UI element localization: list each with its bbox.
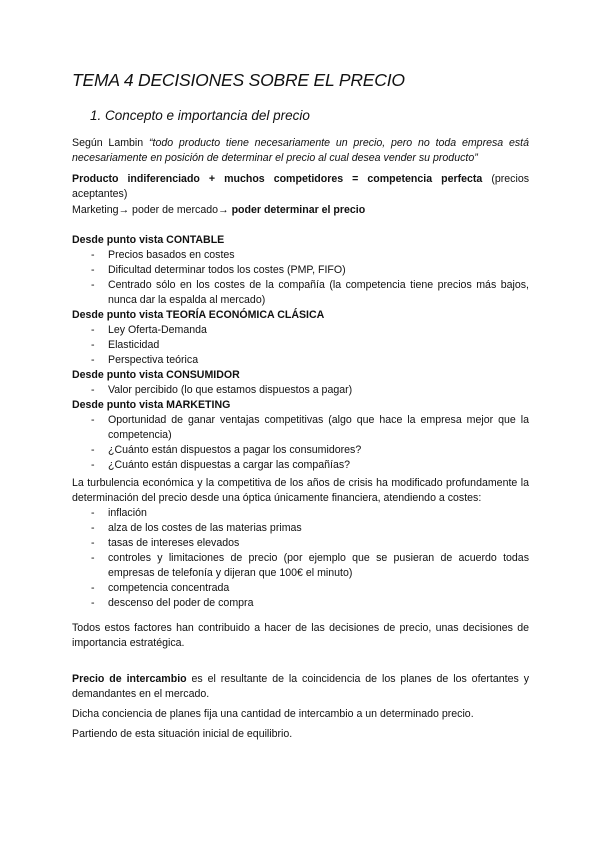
group-list <box>72 383 529 398</box>
intro-paragraph <box>72 136 529 166</box>
viewpoints-section <box>72 233 529 473</box>
list-item: - Precios basados en costes <box>72 248 529 263</box>
list-item: - ¿Cuánto están dispuestas a cargar las compañías? <box>72 458 529 473</box>
list-item: - Valor percibido (lo que estamos dispuestos a pagar) <box>72 383 529 398</box>
factors-list <box>72 506 529 611</box>
intercambio-bold: Precio de intercambio <box>72 673 187 685</box>
group-heading: Desde punto vista MARKETING <box>72 399 231 411</box>
list-item: - descenso del poder de compra <box>72 596 529 611</box>
group-list <box>72 248 529 308</box>
list-item: - controles y limitaciones de precio (por ejemplo que se pusieran de acuerdo todas empresas de telefonía y dijeran que 100€ el minuto) <box>72 551 529 581</box>
content-block-3 <box>72 672 529 742</box>
list-item: - ¿Cuánto están dispuestos a pagar los consumidores? <box>72 443 529 458</box>
marketing-normal: Marketing→ poder de mercado→ <box>72 204 232 216</box>
equilibrio-paragraph: Partiendo de esta situación inicial de equilibrio. <box>72 728 293 740</box>
content-block-2 <box>72 476 529 651</box>
list-item: - Centrado sólo en los costes de la compañía (la competencia tiene precios más bajos, nunca dar la espalda al mercado) <box>72 278 529 308</box>
list-item: - alza de los costes de las materias primas <box>72 521 529 536</box>
competencia-rest: (precios aceptantes) <box>72 173 530 200</box>
marketing-bold: poder determinar el precio <box>231 204 366 216</box>
list-item: - Elasticidad <box>72 338 529 353</box>
competencia-paragraph <box>72 172 529 202</box>
group-list <box>72 323 529 368</box>
content-block-1 <box>72 136 529 473</box>
group-heading: Desde punto vista CONTABLE <box>72 234 225 246</box>
list-item: - inflación <box>72 506 529 521</box>
list-item: - Dificultad determinar todos los costes (PMP, FIFO) <box>72 263 529 278</box>
section-heading: 1. Concepto e importancia del precio <box>90 108 310 123</box>
conciencia-paragraph: Dicha conciencia de planes fija una cantidad de intercambio a un determinado precio. <box>72 708 474 720</box>
group-list <box>72 413 529 473</box>
list-item: - Ley Oferta-Demanda <box>72 323 529 338</box>
intercambio-rest: es el resultante de la coincidencia de los planes de los ofertantes y demandantes en el mercado. <box>72 673 529 700</box>
intro-lead: Según Lambin <box>72 137 149 149</box>
list-item: - Perspectiva teórica <box>72 353 529 368</box>
list-item: - Oportunidad de ganar ventajas competitivas (algo que hace la empresa mejor que la competencia) <box>72 413 529 443</box>
competencia-bold: Producto indiferenciado + muchos competidores = competencia perfecta <box>72 173 483 185</box>
page-title: TEMA 4 DECISIONES SOBRE EL PRECIO <box>72 70 405 90</box>
turbulencia-paragraph: La turbulencia económica y la competitiva de los años de crisis ha modificado profundamente la determinación del precio desde una óptica únicamente financiera, atendiendo a costes: <box>72 477 529 504</box>
list-item: - competencia concentrada <box>72 581 529 596</box>
intercambio-paragraph <box>72 672 529 702</box>
marketing-line <box>72 203 529 218</box>
group-heading: Desde punto vista CONSUMIDOR <box>72 369 240 381</box>
conclusion-paragraph: Todos estos factores han contribuido a hacer de las decisiones de precio, unas decisiones de importancia estratégica. <box>72 622 529 649</box>
group-heading: Desde punto vista TEORÍA ECONÓMICA CLÁSICA <box>72 309 325 321</box>
list-item: - tasas de intereses elevados <box>72 536 529 551</box>
lambin-quote: “todo producto tiene necesariamente un precio, pero no toda empresa está necesariamente en posición de determinar el precio al cual desea vender su producto” <box>72 137 529 164</box>
